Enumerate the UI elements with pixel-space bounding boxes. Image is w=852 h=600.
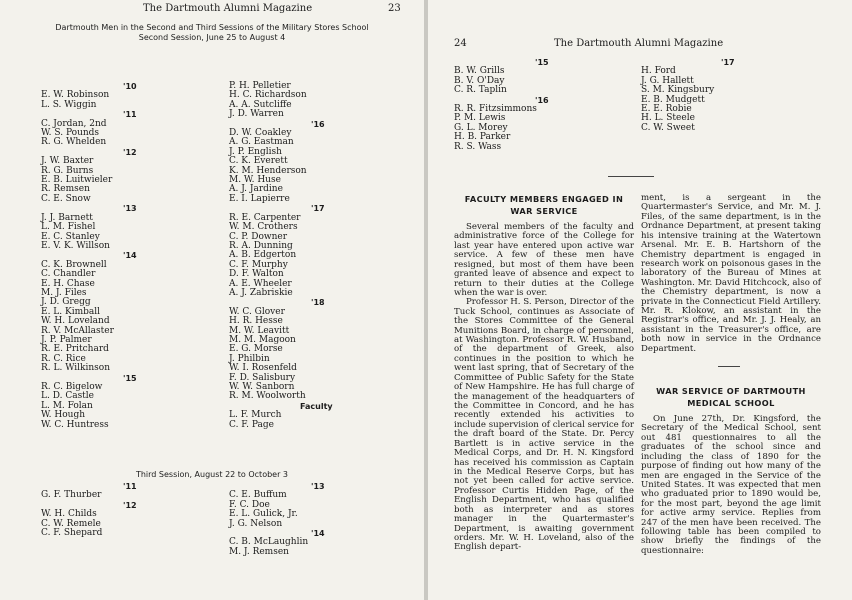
name-entry: D. W. Coakley bbox=[229, 128, 292, 139]
class-year: '17 bbox=[721, 58, 735, 67]
name-entry: L. D. Castle bbox=[41, 391, 95, 402]
name-entry: E. I. Lapierre bbox=[229, 193, 290, 204]
name-entry: R. L. Wilkinson bbox=[41, 363, 111, 374]
name-entry: A. B. Edgerton bbox=[229, 250, 297, 261]
name-entry: J. D. Gregg bbox=[41, 297, 91, 308]
name-entry: P. M. Lewis bbox=[454, 113, 506, 124]
name-entry: R. C. Bigelow bbox=[41, 382, 103, 392]
medical-article-title: WAR SERVICE OF DARTMOUTH MEDICAL SCHOOL bbox=[656, 386, 806, 408]
name-entry: J. P. English bbox=[229, 146, 282, 157]
name-entry: E. E. Robie bbox=[641, 104, 692, 115]
name-entry: W. C. Glover bbox=[229, 306, 285, 317]
name-entry: L. M. Folan bbox=[41, 400, 93, 411]
faculty-article-para-1: Several members of the faculty and administrative force of the College for last year have entered upon active war service. A few of these men have resigned, but most of them have been granted leave of absence and expect to return to their duties at the College when the war is over. bbox=[454, 222, 634, 298]
right-page bbox=[428, 0, 852, 600]
continued-list-column-1 bbox=[454, 58, 634, 152]
name-entry: C. E. Snow bbox=[41, 193, 91, 204]
class-year: '14 bbox=[311, 529, 325, 539]
name-entry: C. F. Page bbox=[229, 419, 274, 430]
name-entry: R. E. Carpenter bbox=[229, 212, 301, 223]
name-entry: W. H. Loveland bbox=[41, 316, 110, 327]
second-session-column-1 bbox=[41, 82, 211, 430]
name-entry: J. W. Baxter bbox=[41, 156, 94, 167]
name-entry: J. J. Barnett bbox=[41, 212, 93, 223]
name-entry: H. L. Steele bbox=[641, 113, 695, 124]
name-entry: A. G. Eastman bbox=[229, 137, 294, 148]
name-entry: L. S. Wiggin bbox=[41, 99, 97, 110]
name-entry: R. E. Pritchard bbox=[41, 344, 109, 355]
name-entry: K. M. Henderson bbox=[229, 165, 307, 176]
name-entry: R. Remsen bbox=[41, 184, 90, 195]
name-entry: W. S. Pounds bbox=[41, 128, 100, 139]
name-entry: C. P. Downer bbox=[229, 231, 288, 242]
faculty-article-column-1 bbox=[454, 193, 634, 553]
name-entry: H. B. Parker bbox=[454, 132, 511, 143]
name-entry: E. B. Luitwieler bbox=[41, 175, 113, 186]
name-entry: L. M. Fishel bbox=[41, 222, 96, 233]
class-year: '13 bbox=[123, 204, 137, 214]
name-entry: W. C. Huntress bbox=[41, 419, 109, 430]
page-number-right: 24 bbox=[454, 38, 467, 49]
name-entry: C. F. Murphy bbox=[229, 259, 288, 270]
name-entry: W. W. Sanborn bbox=[229, 382, 295, 392]
class-year: '11 bbox=[123, 110, 137, 120]
name-entry: C. E. Buffum bbox=[229, 490, 287, 501]
name-entry: M. W. Leavitt bbox=[229, 325, 290, 336]
name-entry: S. M. Kingsbury bbox=[641, 85, 715, 96]
name-entry: E. B. Mudgett bbox=[641, 94, 705, 105]
name-entry: E. G. Morse bbox=[229, 344, 283, 355]
name-entry: H. Ford bbox=[641, 66, 676, 77]
class-year: '10 bbox=[123, 82, 137, 91]
name-entry: W. I. Rosenfeld bbox=[229, 363, 297, 374]
name-entry: M. M. Magoon bbox=[229, 334, 296, 345]
faculty-article-continuation: ment, is a sergeant in the Quartermaster's Service, and Mr. M. J. Files, of the same department, is in the Ordnance Department, at present taking his intensive training at the Watertown Arsenal. Mr. E. B. Hartshorn of the Chemistry department is engaged in research work on poisonous gases in the laboratory of the Bureau of Mines at Washington. Mr. David Hitchcock, also of the Chemistry department, is now a private in the Connecticut Field Artillery. Mr. R. Klokow, an assistant in the Registrar's office, and Mr. J. J. Healy, an assistant in the Treasurer's office, are both now in service in the Ordnance Department. bbox=[641, 193, 821, 354]
name-entry: J. Philbin bbox=[229, 353, 270, 364]
name-entry: R. G. Whelden bbox=[41, 137, 107, 148]
class-year: '12 bbox=[123, 147, 137, 157]
name-entry: C. Jordan, 2nd bbox=[41, 118, 107, 129]
name-entry: E. V. K. Willson bbox=[41, 240, 110, 251]
medical-article bbox=[641, 385, 821, 556]
name-entry: C. F. Shepard bbox=[41, 528, 103, 539]
separator-rule bbox=[608, 176, 654, 177]
name-entry: A. A. Sutcliffe bbox=[229, 99, 292, 110]
name-entry: J. G. Nelson bbox=[229, 518, 283, 529]
class-year: '17 bbox=[311, 204, 325, 214]
name-entry: C. K. Everett bbox=[229, 156, 288, 167]
class-year: '15 bbox=[123, 373, 137, 383]
class-year: '18 bbox=[311, 298, 325, 308]
name-entry: J. P. Palmer bbox=[41, 334, 92, 345]
name-entry: L. F. Murch bbox=[229, 410, 282, 421]
name-entry: E. L. Kimball bbox=[41, 306, 101, 317]
name-entry: C. K. Brownell bbox=[41, 259, 107, 270]
third-session-column-1 bbox=[41, 482, 211, 538]
name-entry: R. C. Rice bbox=[41, 353, 86, 364]
running-head-left: The Dartmouth Alumni Magazine bbox=[143, 3, 313, 14]
name-entry: R. A. Dunning bbox=[229, 240, 293, 251]
name-entry: P. H. Pelletier bbox=[229, 81, 291, 91]
name-entry: C. R. Taplin bbox=[454, 85, 507, 96]
name-entry: E. C. Stanley bbox=[41, 231, 100, 242]
faculty-article-title: FACULTY MEMBERS ENGAGED IN WAR SERVICE bbox=[464, 194, 624, 216]
name-entry: R. S. Wass bbox=[454, 141, 502, 152]
class-year: '15 bbox=[535, 58, 549, 67]
third-session-heading: Third Session, August 22 to October 3 bbox=[135, 470, 289, 479]
class-year: '14 bbox=[123, 251, 137, 261]
name-entry: F. D. Salisbury bbox=[229, 372, 296, 383]
class-year: '16 bbox=[535, 95, 549, 105]
name-entry: R. R. Fitzsimmons bbox=[454, 104, 537, 115]
section-heading-line2: Second Session, June 25 to August 4 bbox=[138, 33, 286, 42]
name-entry: W. Hough bbox=[41, 410, 86, 421]
class-year: '12 bbox=[123, 500, 137, 510]
name-entry: J. D. Warren bbox=[229, 109, 284, 120]
name-entry: E. W. Robinson bbox=[41, 90, 110, 101]
left-page bbox=[0, 0, 424, 600]
class-year: '11 bbox=[123, 482, 137, 491]
name-entry: H. R. Hesse bbox=[229, 316, 283, 327]
medical-article-body: On June 27th, Dr. Kingsford, the Secretary of the Medical School, sent out 481 questionnaires to all the graduates of the school since and including the class of 1890 for the purpose of finding out how many of the men are engaged in the Service of the United States. It was expected that men who graduated prior to 1890 would be, for the most part, beyond the age limit for active army service. Replies from 247 of the men have been received. The following table has been compiled to show briefly the findings of the questionnaire: bbox=[641, 414, 821, 556]
name-entry: W. M. Crothers bbox=[229, 222, 298, 233]
separator-rule-short bbox=[718, 366, 740, 367]
name-entry: W. H. Childs bbox=[41, 509, 97, 520]
name-entry: C. W. Remele bbox=[41, 518, 101, 529]
continued-list-column-2 bbox=[641, 58, 821, 133]
name-entry: E. L. Gulick, Jr. bbox=[229, 509, 298, 520]
name-entry: E. H. Chase bbox=[41, 278, 95, 289]
class-year: Faculty bbox=[300, 401, 333, 411]
name-entry: R. V. McAllaster bbox=[41, 325, 114, 336]
name-entry: D. F. Walton bbox=[229, 269, 284, 280]
name-entry: J. G. Hallett bbox=[641, 75, 694, 86]
class-year: '13 bbox=[311, 482, 325, 491]
name-entry: A. J. Zabriskie bbox=[229, 287, 293, 298]
faculty-article-column-2 bbox=[641, 194, 821, 354]
faculty-article-para-2: Professor H. S. Person, Director of the Tuck School, continues as Associate of the Stores Committee of the General Munitions Board, in charge of personnel, at Washington. Professor R. W. Husband, of the department of Greek, also continues in the position to which he went last spring, that of Secretary of the Committee of Public Safety for the State of New Hampshire. He has full charge of the management of the headquarters of the Committee in Concord, and he has recently extended his activities to include supervision of clerical service for the draft board of the State. Dr. Percy Bartlett is in active service in the Medical Corps, and Dr. H. N. Kingsford has received his commission as Captain in the Medical Reserve Corps, but has not yet been called for active service. Professor Curtis Hidden Page, of the English Department, who has qualified both as interpreter and as stores manager in the Quartermaster's Department, is awaiting government orders. Mr. W. H. Loveland, also of the English depart- bbox=[454, 297, 634, 553]
name-entry: G. L. Morey bbox=[454, 122, 508, 133]
name-entry: F. C. Doe bbox=[229, 499, 270, 510]
section-heading-line1: Dartmouth Men in the Second and Third Sessions of the Military Stores School bbox=[55, 23, 369, 32]
name-entry: B. V. O'Day bbox=[454, 75, 505, 86]
name-entry: R. M. Woolworth bbox=[229, 391, 306, 402]
name-entry: C. W. Sweet bbox=[641, 122, 695, 133]
name-entry: M. W. Huse bbox=[229, 175, 281, 186]
second-session-column-2 bbox=[229, 82, 399, 430]
name-entry: B. W. Grills bbox=[454, 66, 505, 77]
name-entry: A. E. Wheeler bbox=[229, 278, 292, 289]
third-session-column-2 bbox=[229, 482, 399, 557]
running-head-right: The Dartmouth Alumni Magazine bbox=[554, 38, 724, 49]
name-entry: M. J. Remsen bbox=[229, 546, 289, 557]
name-entry: R. G. Burns bbox=[41, 165, 94, 176]
name-entry: H. C. Richardson bbox=[229, 90, 307, 101]
name-entry: G. F. Thurber bbox=[41, 490, 102, 501]
name-entry: A. J. Jardine bbox=[229, 184, 283, 195]
class-year: '16 bbox=[311, 119, 325, 129]
name-entry: M. J. Files bbox=[41, 287, 87, 298]
page-number-left: 23 bbox=[388, 3, 401, 14]
name-entry: C. B. McLaughlin bbox=[229, 537, 309, 548]
name-entry: C. Chandler bbox=[41, 269, 96, 280]
